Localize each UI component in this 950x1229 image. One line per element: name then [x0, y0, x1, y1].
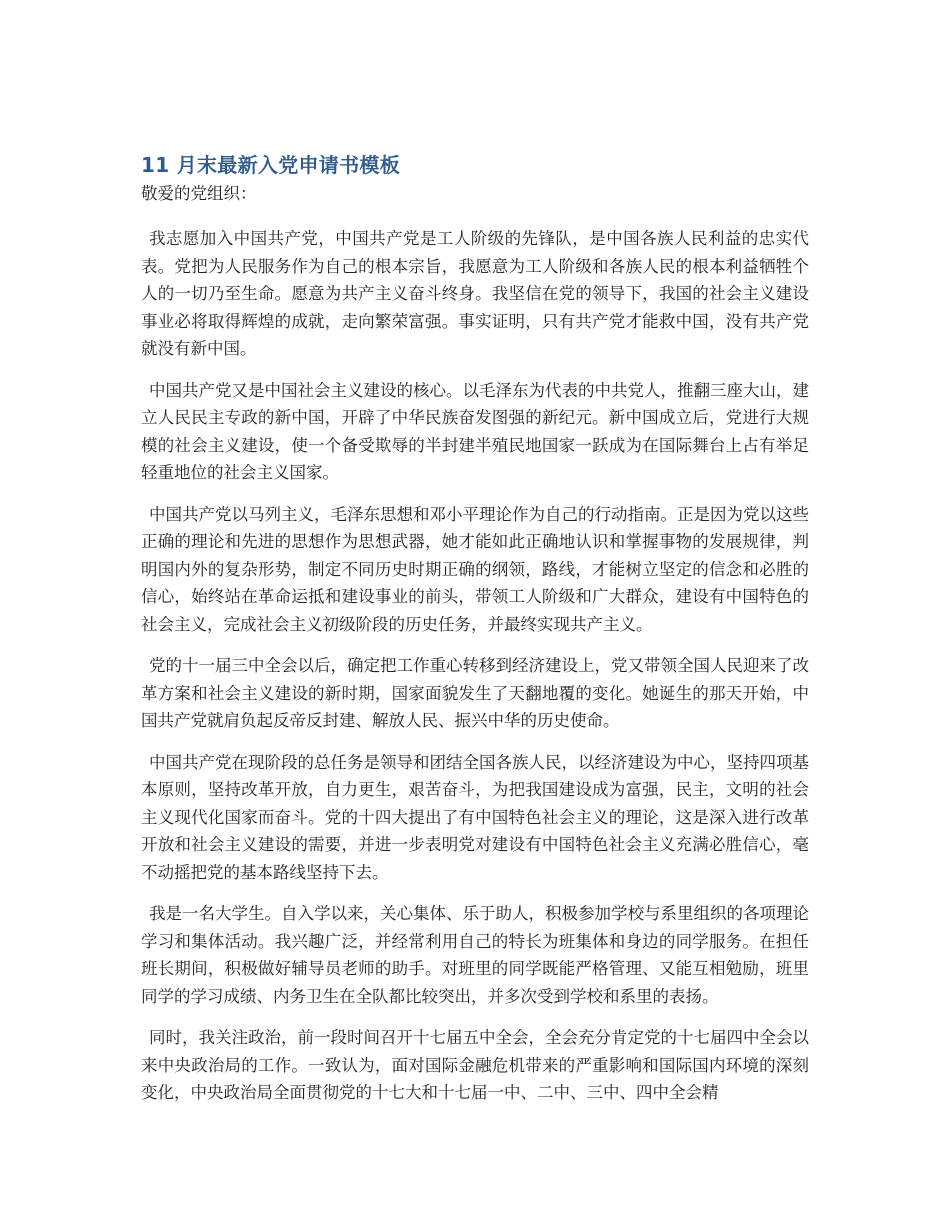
paragraph: 中国共产党在现阶段的总任务是领导和团结全国各族人民，以经济建设为中心，坚持四项基本原则，坚持改革开放，自力更生，艰苦奋斗，为把我国建设成为富强，民主，文明的社会主义现代化国家而奋斗。党的十四大提出了有中国特色社会主义的理论，这是深入进行改革开放和社会主义建设的需要，并进一步表明党对建设有中国特色社会主义充满必胜信心，毫不动摇把党的基本路线坚持下去。 [141, 752, 809, 882]
paragraph: 中国共产党以马列主义，毛泽东思想和邓小平理论作为自己的行动指南。正是因为党以这些正确的理论和先进的思想作为思想武器，她才能如此正确地认识和掌握事物的发展规律，判明国内外的复杂形势，制定不同历史时期正确的纲领，路线，才能树立坚定的信念和必胜的信心，始终站在革命运抵和建设事业的前头，带领工人阶级和广大群众，建设有中国特色的社会主义，完成社会主义初级阶段的历史任务，并最终实现共产主义。 [141, 504, 809, 634]
salutation: 敬爱的党组织： [141, 184, 257, 203]
document-page [141, 150, 809, 1121]
paragraph: 中国共产党又是中国社会主义建设的核心。以毛泽东为代表的中共党人，推翻三座大山，建立人民民主专政的新中国，开辟了中华民族奋发图强的新纪元。新中国成立后，党进行大规模的社会主义建设，使一个备受欺辱的半封建半殖民地国家一跃成为在国际舞台上占有举足轻重地位的社会主义国家。 [141, 380, 809, 482]
document-title: 11 月末最新入党申请书模板 [141, 153, 400, 177]
paragraph: 我志愿加入中国共产党，中国共产党是工人阶级的先锋队，是中国各族人民利益的忠实代表。党把为人民服务作为自己的根本宗旨，我愿意为工人阶级和各族人民的根本利益牺牲个人的一切乃至生命。愿意为共产主义奋斗终身。我坚信在党的领导下，我国的社会主义建设事业必将取得辉煌的成就，走向繁荣富强。事实证明，只有共产党才能救中国，没有共产党就没有新中国。 [141, 229, 809, 358]
paragraph: 我是一名大学生。自入学以来，关心集体、乐于助人，积极参加学校与系里组织的各项理论学习和集体活动。我兴趣广泛，并经常利用自己的特长为班集体和身边的同学服务。在担任班长期间，积极做好辅导员老师的助手。对班里的同学既能严格管理、又能互相勉励，班里同学的学习成绩、内务卫生在全队都比较突出，并多次受到学校和系里的表扬。 [141, 904, 809, 1006]
paragraph: 同时，我关注政治，前一段时间召开十七届五中全会，全会充分肯定党的十七届四中全会以来中央政治局的工作。一致认为，面对国际金融危机带来的严重影响和国际国内环境的深刻变化，中央政治局全面贯彻党的十七大和十七届一中、二中、三中、四中全会精 [141, 1028, 809, 1102]
paragraph: 党的十一届三中全会以后，确定把工作重心转移到经济建设上，党又带领全国人民迎来了改革方案和社会主义建设的新时期，国家面貌发生了天翻地覆的变化。她诞生的那天开始，中国共产党就肩负起反帝反封建、解放人民、振兴中华的历史使命。 [141, 656, 809, 730]
